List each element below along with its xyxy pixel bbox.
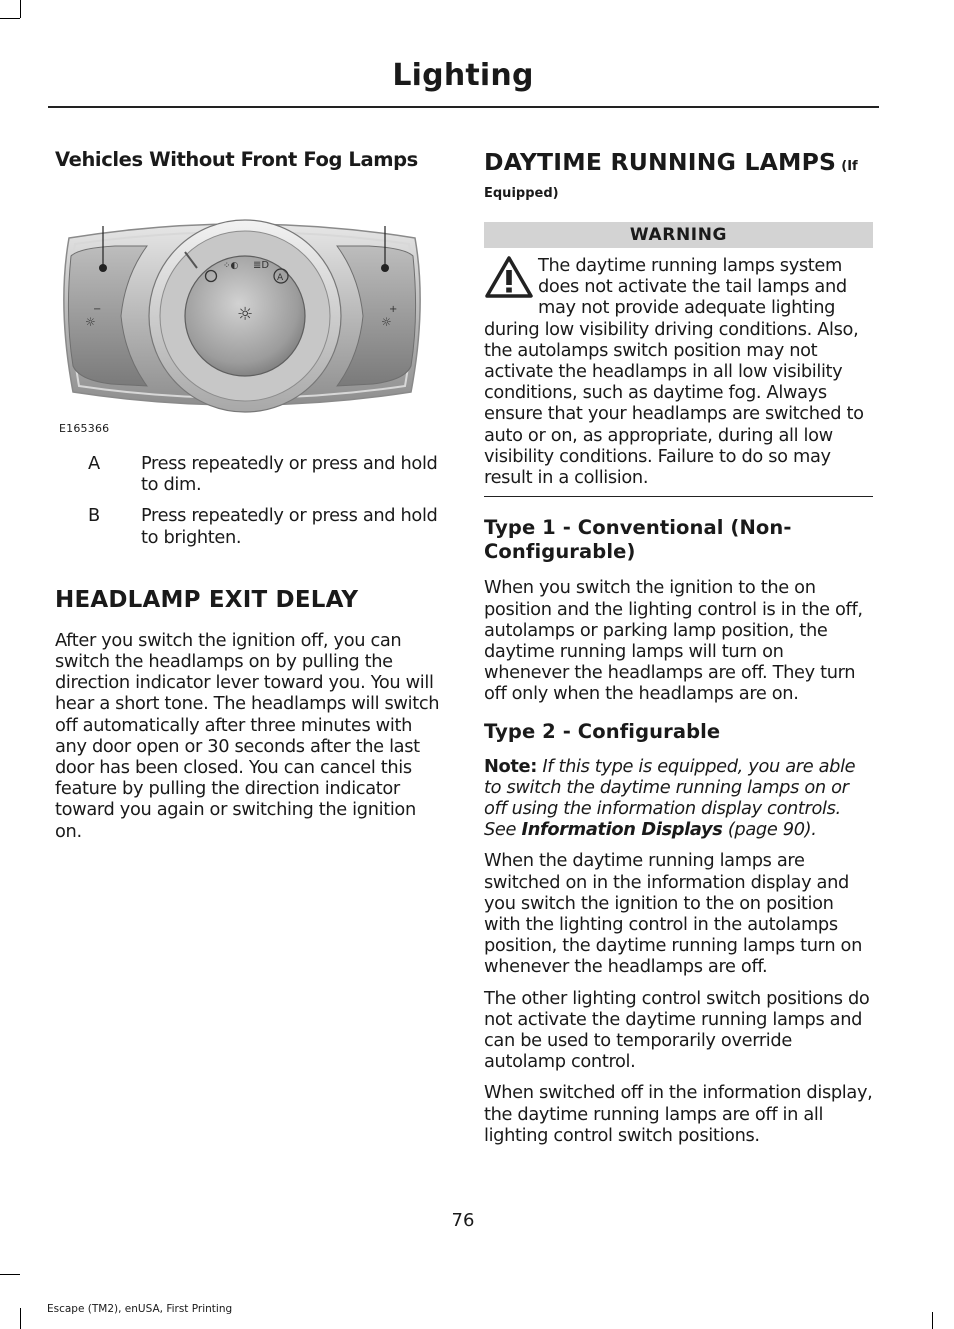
drl-heading-suffix: (If (841, 159, 858, 174)
crop-mark (0, 18, 20, 19)
crop-mark (0, 1274, 20, 1275)
right-column (484, 140, 873, 1146)
note-text: If this type is equipped, you are able to switch the daytime running lamps on or off using the information display controls. See (484, 755, 856, 841)
drl-heading-suffix-line2: Equipped) (484, 186, 559, 201)
lighting-control-illustration (55, 216, 430, 416)
drl-heading (484, 148, 873, 176)
type2-heading: Type 2 - Configurable (484, 719, 721, 743)
definition-key: B (88, 505, 100, 527)
section-heading-headlamp-exit-delay: HEADLAMP EXIT DELAY (55, 586, 359, 613)
section-heading-fog-lamps: Vehicles Without Front Fog Lamps (55, 148, 418, 171)
definition-list (55, 453, 445, 548)
warning-text: The daytime running lamps system does not activate the tail lamps and may not provide adequate lighting during low visibility driving conditions. Also, the autolamps switch position may not activate the headlamps in all low visibility conditions, such as daytime fog. Always ensure that your headlamps are switched to auto or on, as appropriate, during all low visibility conditions. Failure to do so may result in a collision. (484, 255, 864, 489)
drl-heading-main: DAYTIME RUNNING LAMPS (484, 148, 837, 176)
definition-text: Press repeatedly or press and hold to dim. (141, 453, 438, 496)
svg-text:−: − (93, 304, 102, 315)
title-divider (48, 106, 879, 108)
lighting-control-figure (55, 216, 430, 416)
warning-divider (484, 496, 873, 497)
page-number: 76 (451, 1210, 475, 1231)
definition-row-b (55, 505, 445, 547)
note-label: Note: (484, 755, 538, 777)
svg-text:☼: ☼ (237, 304, 254, 325)
type1-text: When you switch the ignition to the on position and the lighting control is in the off, autolamps or parking lamp position, the daytime running lamps will turn on whenever the headlamps are off. They turn off only when the headlamps are on. (484, 577, 863, 705)
note-paragraph (484, 756, 873, 841)
svg-text:☼: ☼ (381, 315, 392, 329)
headlamp-exit-delay-text: After you switch the ignition off, you can switch the headlamps on by pulling the direction indicator lever toward you. You will hear a short tone. The headlamps will switch off automatically after three minutes with any door open or 30 seconds after the last door has been closed. You can cancel this feature by pulling the direction indicator toward you again or switching the ignition on. (55, 629, 440, 842)
definition-key: A (88, 453, 100, 474)
type2-para-1: When the daytime running lamps are switched on in the information display and you switch the ignition to the on position with the lighting control in the autolamps position, the daytime running lamps turn on whenever the headlamps are off. (484, 850, 862, 978)
crop-mark (20, 0, 21, 18)
type2-para-2: The other lighting control switch positions do not activate the daytime running lamps and can be used to temporarily override autolamp control. (484, 987, 870, 1073)
type2-para-3: When switched off in the information display, the daytime running lamps are off in all lighting control switch positions. (484, 1082, 873, 1146)
page-title: Lighting (392, 58, 534, 93)
warning-label: WARNING (484, 222, 873, 248)
warning-block (484, 255, 873, 488)
svg-text:≣D: ≣D (253, 260, 270, 271)
definition-text: Press repeatedly or press and hold to brighten. (141, 505, 438, 548)
left-column (55, 140, 445, 842)
note-page-ref: (page 90). (727, 819, 817, 841)
information-displays-link[interactable]: Information Displays (521, 819, 723, 841)
definition-row-a (55, 453, 445, 495)
svg-text:⁘◐: ⁘◐ (223, 261, 239, 271)
crop-mark (20, 1308, 21, 1329)
type1-heading: Type 1 - Conventional (Non-Configurable) (484, 516, 792, 564)
figure-code: E165366 (59, 422, 110, 435)
footer-printing: Escape (TM2), enUSA, First Printing (47, 1303, 233, 1315)
warning-triangle-icon (484, 255, 534, 299)
crop-mark (932, 1312, 933, 1329)
svg-text:☼: ☼ (85, 315, 96, 329)
svg-text:+: + (389, 304, 398, 315)
svg-text:A: A (277, 273, 284, 283)
